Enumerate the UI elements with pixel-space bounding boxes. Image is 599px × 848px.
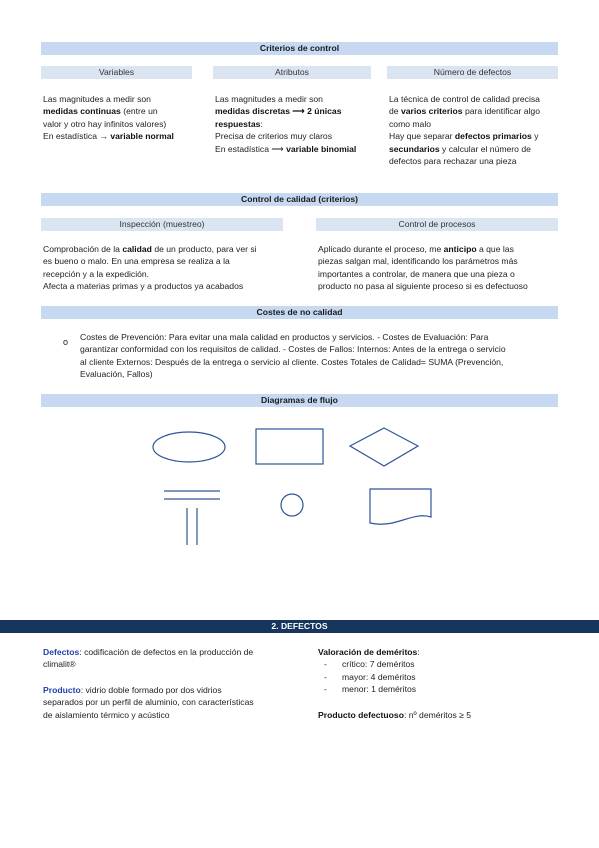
producto-definition bbox=[43, 684, 283, 721]
text-span: es bueno o malo. En una empresa se realiza a la bbox=[43, 256, 230, 267]
text-span: importantes a controlar, de manera que una pieza o bbox=[318, 268, 515, 279]
producto-text: de aislamiento térmico y acústico bbox=[43, 709, 170, 720]
atributos-header: Atributos bbox=[213, 66, 371, 79]
text-span: recepción y a la expedición. bbox=[43, 268, 150, 279]
connector-circle-shape bbox=[281, 494, 303, 516]
text-span: y calcular el número de bbox=[439, 143, 531, 154]
document-shape bbox=[370, 489, 431, 524]
bold-text: defectos primarios bbox=[454, 131, 532, 142]
costes-line: Evaluación, Fallos) bbox=[80, 369, 153, 380]
text-span: Afecta a materias primas y a productos ya acabados bbox=[43, 281, 244, 292]
producto-label: Producto bbox=[43, 685, 81, 695]
defectos-text: : codificación de defectos en la producción de bbox=[79, 647, 254, 657]
text-span: En estadística → bbox=[43, 131, 111, 142]
control-calidad-title-bar: Control de calidad (criterios) bbox=[41, 193, 558, 206]
bold-text: variable normal bbox=[110, 131, 174, 142]
bold-text: varios criterios bbox=[400, 106, 463, 117]
text-span: La técnica de control de calidad precisa bbox=[389, 94, 540, 104]
list-item: - menor: 1 deméritos bbox=[318, 683, 558, 695]
costes-title-bar: Costes de no calidad bbox=[41, 306, 558, 319]
text-span: (entre un bbox=[120, 106, 158, 117]
text-span: producto no pasa al siguiente proceso si es defectuoso bbox=[318, 281, 528, 292]
bold-text: secundarios bbox=[389, 143, 440, 154]
bold-text: medidas continuas bbox=[43, 106, 121, 117]
text-span: como malo bbox=[389, 118, 432, 129]
inspeccion-header: Inspección (muestreo) bbox=[41, 218, 283, 231]
text-span: valor y otro hay infinitos valores) bbox=[43, 118, 167, 129]
producto-text: : vidrio doble formado por dos vidrios bbox=[80, 685, 222, 695]
text-span: Precisa de criterios muy claros bbox=[215, 131, 333, 142]
valoracion-block bbox=[318, 646, 558, 696]
text-span: : bbox=[260, 118, 263, 129]
producto-text: separados por un perfil de aluminio, con características bbox=[43, 697, 254, 708]
variables-header: Variables bbox=[41, 66, 192, 79]
defectos-text: climalit® bbox=[43, 659, 76, 670]
list-item: - mayor: 4 deméritos bbox=[318, 671, 558, 683]
text-span: de bbox=[389, 106, 401, 117]
defectos-definition bbox=[43, 646, 283, 671]
demeritos-list bbox=[318, 658, 558, 695]
decision-diamond-shape bbox=[350, 428, 418, 466]
control-procesos-header: Control de procesos bbox=[316, 218, 558, 231]
diagramas-title-bar: Diagramas de flujo bbox=[41, 394, 558, 407]
text-span: Las magnitudes a medir son bbox=[43, 94, 151, 104]
text-span: para identificar algo bbox=[462, 106, 540, 117]
valoracion-colon: : bbox=[417, 647, 420, 657]
text-span: piezas salgan mal, identificando los parámetros más bbox=[318, 256, 518, 267]
text-span: defectos para rechazar una pieza bbox=[389, 156, 517, 167]
list-bullet: o bbox=[63, 337, 69, 347]
process-rectangle-shape bbox=[256, 429, 323, 464]
costes-line: Costes de Prevención: Para evitar una mala calidad en productos y servicios. - Costes de Evaluación: Para bbox=[80, 332, 489, 342]
bold-text: calidad bbox=[122, 244, 152, 254]
bold-text: anticipo bbox=[443, 244, 477, 254]
terminal-ellipse-shape bbox=[153, 432, 225, 462]
defectos-section-header: 2. DEFECTOS bbox=[0, 620, 599, 633]
text-span: Hay que separar bbox=[389, 131, 455, 142]
costes-line: garantizar conformidad con los requisitos de calidad. - Costes de Fallos: Internos: Antes de la entrega o servicio bbox=[80, 344, 506, 355]
text-span: Las magnitudes a medir son bbox=[215, 94, 323, 104]
text-span: Aplicado durante el proceso, me bbox=[318, 244, 444, 254]
bold-text: medidas discretas ⟶ 2 únicas bbox=[215, 106, 342, 117]
numero-defectos-header: Número de defectos bbox=[387, 66, 558, 79]
bold-text: respuestas bbox=[215, 118, 261, 129]
text-span: y bbox=[531, 131, 539, 142]
criterios-title-bar: Criterios de control bbox=[41, 42, 558, 55]
defectuoso-value: : nº deméritos ≥ 5 bbox=[403, 710, 472, 720]
text-span: En estadística ⟶ bbox=[215, 143, 287, 154]
costes-line: al cliente Externos: Después de la entrega o servicio al cliente. Costes Totales de Calidad= SUMA (Prevención, bbox=[80, 356, 504, 367]
text-span: de un producto, para ver si bbox=[151, 244, 257, 254]
text-span: Comprobación de la bbox=[43, 244, 123, 254]
producto-defectuoso bbox=[318, 709, 558, 721]
list-item: - crítico: 7 deméritos bbox=[318, 658, 558, 670]
defectos-label: Defectos bbox=[43, 647, 80, 657]
valoracion-title: Valoración de deméritos bbox=[318, 647, 418, 657]
text-span: a que las bbox=[476, 244, 514, 254]
defectuoso-label: Producto defectuoso bbox=[318, 710, 404, 720]
bold-text: variable binomial bbox=[286, 143, 357, 154]
